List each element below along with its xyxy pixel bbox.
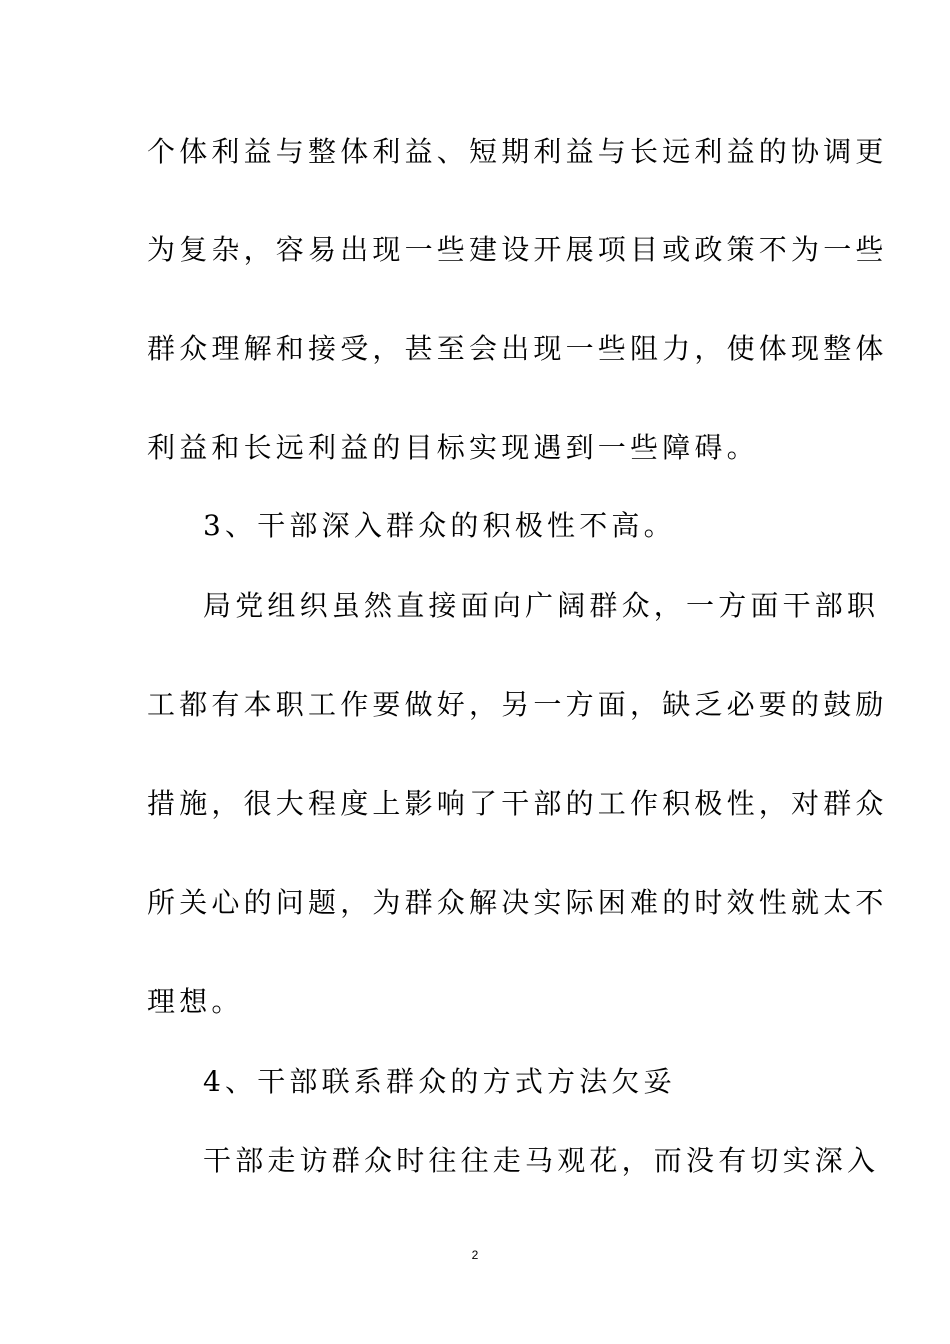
body-text-line: 局党组织虽然直接面向广阔群众，一方面干部职	[203, 589, 880, 622]
body-text-line: 理想。	[147, 985, 244, 1018]
body-text-line: 干部走访群众时往往走马观花，而没有切实深入	[203, 1144, 880, 1177]
body-text-line: 措施，很大程度上影响了干部的工作积极性，对群众	[147, 787, 888, 820]
page-number: 2	[471, 1248, 479, 1262]
body-text-line: 群众理解和接受，甚至会出现一些阻力，使体现整体	[147, 332, 888, 365]
body-text-line: 为复杂，容易出现一些建设开展项目或政策不为一些	[147, 233, 888, 266]
section-heading: 4、干部联系群众的方式方法欠妥	[203, 1065, 676, 1098]
body-text-line: 工都有本职工作要做好，另一方面，缺乏必要的鼓励	[147, 688, 888, 721]
body-text-line: 所关心的问题，为群众解决实际困难的时效性就太不	[147, 886, 888, 919]
section-heading: 3、干部深入群众的积极性不高。	[203, 509, 676, 542]
body-text-line: 个体利益与整体利益、短期利益与长远利益的协调更	[147, 135, 888, 168]
body-text-line: 利益和长远利益的目标实现遇到一些障碍。	[147, 431, 759, 464]
